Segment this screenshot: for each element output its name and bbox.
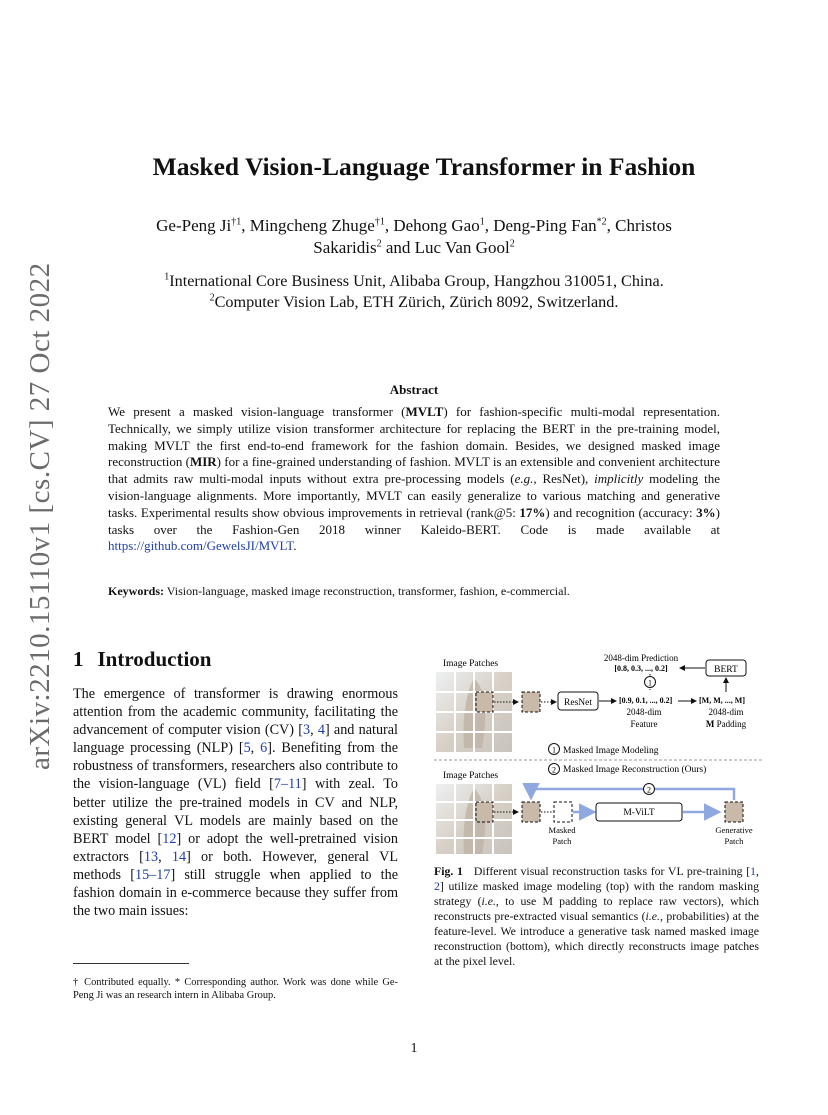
bert-label: BERT <box>714 665 738 675</box>
figure-1 <box>434 648 764 862</box>
masked-line-1: Masked <box>548 825 576 835</box>
resnet-label: ResNet <box>564 698 592 708</box>
affiliation-1: $^1$International Core Business Unit, Alibaba Group, Hangzhou 310051, China. <box>164 271 664 290</box>
svg-text:1: 1 <box>648 678 652 688</box>
page-number: 1 <box>410 1041 418 1056</box>
legend-1-label: Masked Image Modeling <box>563 746 659 756</box>
abstract-heading: Abstract <box>389 382 439 397</box>
figure-caption: Fig. 1 Different visual reconstruction tasks for VL pre-training [1, 2] utilize masked image modeling (top) with the random masking strategy (i.e., to use M padding to replace raw vectors), which reconstructs pre-extracted visual semantics (i.e., probabilities) at the feature-level. We introduce a generative task named masked image reconstruction (bottom), which directly reconstructs image patches at the pixel level. <box>434 864 759 968</box>
feature-dim: 2048-dim <box>626 707 662 717</box>
masked-patch <box>554 802 572 822</box>
bottom-patches-label: Image Patches <box>443 771 499 781</box>
affiliation-2: $^2$Computer Vision Lab, ETH Zürich, Zürich 8092, Switzerland. <box>209 292 619 311</box>
prediction-vector: [0.8, 0.3, ..., 0.2] <box>614 664 668 673</box>
footnote: † Contributed equally. * Corresponding author. Work was done while Ge-Peng Ji was an research intern in Alibaba Group. <box>73 977 398 1001</box>
padding-dim: 2048-dim <box>708 707 744 717</box>
svg-text:2: 2 <box>647 785 651 795</box>
top-patch <box>522 692 540 712</box>
svg-text:2: 2 <box>552 765 556 775</box>
bottom-image-grid <box>436 784 512 854</box>
keywords: Keywords: Vision-language, masked image reconstruction, transformer, fashion, e-commercial. <box>108 584 570 598</box>
citation-link[interactable]: 7–11 <box>273 776 302 793</box>
citation-link[interactable]: 14 <box>171 848 187 865</box>
citation-link[interactable]: 6 <box>260 740 268 757</box>
generative-line-1: Generative <box>715 825 753 835</box>
feature-vector: [0.9, 0.1, ..., 0.2] <box>619 696 673 705</box>
padding-label: M Padding <box>705 719 747 729</box>
section-heading: 1 Introduction <box>73 647 212 671</box>
svg-text:1: 1 <box>552 745 556 755</box>
legend-2-label: Masked Image Reconstruction (Ours) <box>563 765 707 775</box>
generative-line-2: Patch <box>724 836 744 846</box>
citation-link[interactable]: 12 <box>162 830 177 847</box>
citation-link[interactable]: 4 <box>317 722 325 739</box>
padding-vector: [M, M, ..., M] <box>699 696 745 705</box>
intro-paragraph: The emergence of transformer is drawing enormous attention from the academic community, facilitating the advancement of computer vision (CV) [3, 4] and natural language processing (NLP) [5, 6]. Benefiting from the robustness of transformers, researchers also contribute to the vision-language (VL) field [7–11] with zeal. To better utilize the pre-trained models in CV and NLP, existing general VL models are mainly based on the BERT model [12] or adopt the well-pretrained vision extractors [13, 14] or both. However, general VL methods [15–17] still struggle when applied to the fashion domain in e-commerce because they suffer from the two main issues: <box>73 686 398 920</box>
citation-link[interactable]: 3 <box>302 722 311 739</box>
generative-patch <box>725 802 743 822</box>
code-link[interactable]: https://github.com/GewelsJI/MVLT <box>108 538 294 554</box>
figure-diagram <box>434 648 764 858</box>
citation-link[interactable]: 1 <box>750 864 757 878</box>
feature-label: Feature <box>630 719 658 729</box>
citation-link[interactable]: 15–17 <box>134 866 171 883</box>
abstract-body: We present a masked vision-language transformer (MVLT) for fashion-specific multi-modal representation. Technically, we simply utilize vision transformer architecture for replacing the BERT in the pre-training model, making MVLT the first end-to-end framework for the fashion domain. Besides, we designed masked image reconstruction (MIR) for a fine-grained understanding of fashion. MVLT is an extensible and convenient architecture that admits raw multi-modal inputs without extra pre-processing models (e.g., ResNet), implicitly modeling the vision-language alignments. More importantly, MVLT can easily generalize to various matching and generative tasks. Experimental results show obvious improvements in retrieval (rank@5: 17%) and recognition (accuracy: 3%) tasks over the Fashion-Gen 2018 winner Kaleido-BERT. Code is made available at https://github.com/GewelsJI/MVLT. <box>108 404 720 554</box>
masked-line-2: Patch <box>552 836 572 846</box>
author-list: Ge-Peng Ji$^{\dagger 1}$, Mingcheng Zhuge$^{\dagger 1}$, Dehong Gao$^1$, Deng-Ping Fan$^{*2}$, Christos Sakaridis$^2$ and Luc Van Gool$^2$ <box>156 216 672 257</box>
prediction-title: 2048-dim Prediction <box>603 653 679 663</box>
citation-link[interactable]: 2 <box>434 879 440 893</box>
citation-link[interactable]: 13 <box>143 848 159 865</box>
citation-link[interactable]: 5 <box>243 740 251 757</box>
footnote-rule <box>73 963 189 964</box>
arxiv-identifier: arXiv:2210.15110v1 [cs.CV] 27 Oct 2022 <box>24 262 56 770</box>
bottom-patch <box>522 802 540 822</box>
top-image-grid <box>436 672 512 752</box>
affiliations <box>100 271 728 313</box>
top-patches-label: Image Patches <box>443 659 499 669</box>
mvilt-label: M-ViLT <box>623 808 655 818</box>
paper-title: Masked Vision-Language Transformer in Fashion <box>152 152 696 181</box>
